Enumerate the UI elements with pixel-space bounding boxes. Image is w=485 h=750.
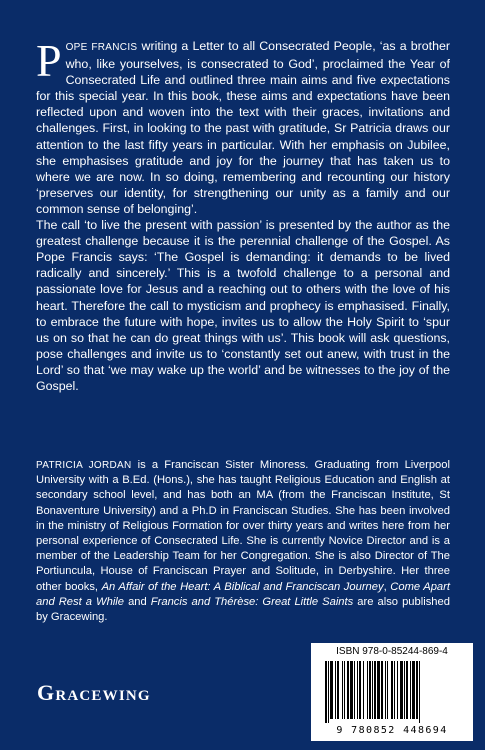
barcode-bar [350, 661, 353, 719]
barcode-bar [328, 661, 329, 723]
book-title-2: Come Apart and Rest a While [36, 580, 450, 608]
blurb-paragraph-2: The call ‘to live the present with passion’ is presented by the author as the greatest challenge because it is the perennial challenge of the Gospel. As Pope Francis says: ‘The Gospel is demanding: it demands to be lived radically and sincerely.’ This is a twofold challenge to a personal and passionate love for Jesus and a reaching out to others with the love of his heart. Therefore the call to mysticism and prophecy is emphasised. Finally, to embrace the future with hope, invites us to allow the Holy Spirit to ‘spur us on so that he can do great things with us’. This book will ask questions, pose challenges and invite us to ‘constantly set out anew, with trust in the Lord’ so that ‘we may wake up the world’ and be witnesses to the joy of the Gospel. [36, 218, 450, 393]
author-bio-text-2: are also published by Gracewing. [36, 595, 450, 624]
blurb-paragraph-1-text: writing a Letter to all Consecrated People, ‘as a brother who, like yourselves, is consecrated to God’, proclaimed the Year of Consecrated Life and outlined three main aims and five expectations for this special year. In this book, these aims and expectations have been reflected upon and woven into the text with their graces, invitations and challenges. First, in looking to the past with gratitude, Sr Patricia draws our attention to the last fifty years in particular. With her emphasis on Jubilee, she emphasises gratitude and joy for the journey that has taken us to where we are now. In so doing, remembering and recounting our history ‘preserves our identity, for strengthening our unity as a family and our common sense of belonging’. [36, 39, 450, 216]
blurb-lead-smallcaps: OPE FRANCIS [65, 42, 138, 53]
author-name: PATRICIA JORDAN [36, 460, 132, 471]
barcode-bar [369, 661, 371, 719]
barcode-bar [325, 661, 327, 723]
drop-cap: P [36, 35, 62, 86]
barcode-bar [357, 661, 358, 719]
barcode [311, 643, 473, 741]
separator-1: , [383, 580, 391, 593]
publisher-logo: Gracewing [37, 680, 151, 705]
barcode-bars [325, 661, 459, 723]
separator-2: and [124, 595, 151, 608]
barcode-bar [363, 661, 364, 719]
barcode-bar [394, 661, 395, 719]
barcode-bar [337, 661, 339, 719]
barcode-bar [400, 661, 403, 719]
barcode-bar [404, 661, 405, 719]
barcode-bar [381, 661, 383, 719]
barcode-bar [330, 661, 333, 719]
barcode-bar [359, 661, 361, 719]
barcode-bar [406, 661, 408, 719]
author-bio [36, 458, 450, 625]
barcode-bar [374, 661, 376, 719]
author-bio-text-1: is a Franciscan Sister Minoress. Graduating from Liverpool University with a B.Ed. (Hons.), she has taught Religious Education and English at secondary school level, and has both an MA (from the Franciscan Institute, St Bonaventure University) and a Ph.D in Franciscan Studies. She has been involved in the ministry of Religious Formation for over thirty years and writes here from her personal experience of Consecrated Life. She is currently Novice Director and is a member of the Leadership Team for her Congregation. She is also Director of The Portiuncula, House of Franciscan Prayer and Solitude, in Derbyshire. Her three other books, [36, 459, 450, 593]
barcode-bar [419, 661, 420, 723]
isbn-label: ISBN 978-0-85244-869-4 [336, 646, 448, 657]
barcode-bar [354, 661, 355, 719]
barcode-bar [342, 661, 343, 719]
barcode-bar [387, 661, 388, 719]
barcode-bar [397, 661, 398, 719]
barcode-bar [367, 661, 368, 719]
barcode-bar [416, 661, 418, 719]
barcode-bar [335, 661, 336, 719]
barcode-bar [385, 661, 386, 719]
barcode-bar [410, 661, 411, 719]
book-title-1: An Affair of the Heart: A Biblical and Franciscan Journey [101, 580, 384, 593]
barcode-digits: 9 780852 448694 [336, 725, 448, 736]
blurb-paragraph-1 [36, 35, 450, 217]
book-title-3: Francis and Thérèse: Great Little Saints [150, 595, 354, 608]
barcode-bar [347, 661, 349, 719]
barcode-bar [372, 661, 373, 719]
barcode-bar [412, 661, 415, 719]
barcode-bar [344, 661, 345, 719]
barcode-bar [377, 661, 380, 719]
barcode-bar [391, 661, 393, 719]
blurb [36, 35, 450, 394]
